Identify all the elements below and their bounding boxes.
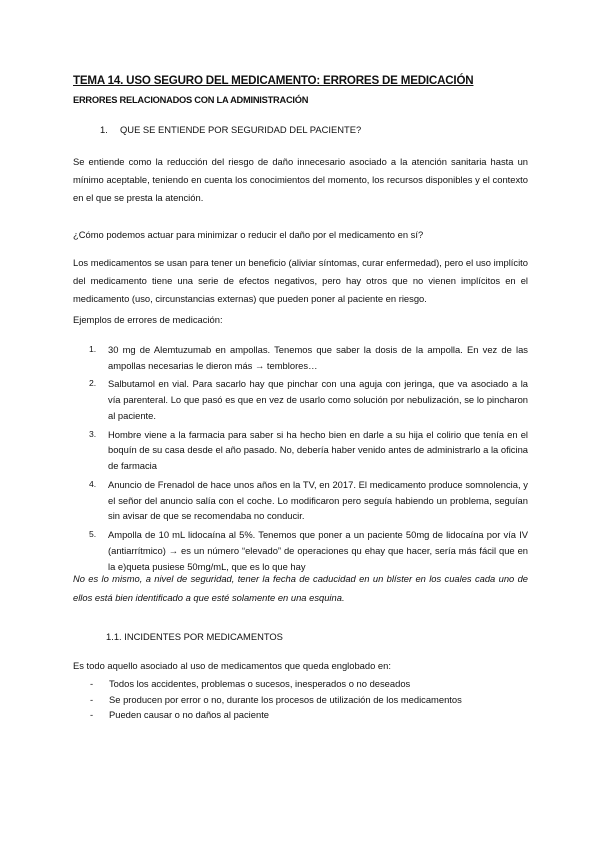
list-dash: - — [90, 709, 94, 721]
list-dash: - — [90, 678, 94, 689]
list-item-text: Hombre viene a la farmacia para saber si ha hecho bien en darle a su hija el colirio que tenía en el boquín de su casa desde el año pasado. No, debería haber venido antes de administrarlo a la oficina de farmacia — [108, 428, 528, 472]
list-item — [73, 342, 528, 374]
incidents-list — [73, 676, 462, 723]
list-item — [73, 676, 462, 692]
list-number: 2. — [89, 378, 97, 389]
section-heading-1-1: 1.1. INCIDENTES POR MEDICAMENTOS — [106, 631, 283, 642]
section-number: 1. — [100, 124, 108, 135]
question-line: ¿Cómo podemos actuar para minimizar o reducir el daño por el medicamento en sí? — [73, 229, 424, 240]
section-heading-text: QUE SE ENTIENDE POR SEGURIDAD DEL PACIENTE? — [120, 124, 362, 135]
list-item — [73, 692, 462, 708]
list-number: 1. — [89, 344, 97, 354]
list-dash: - — [90, 693, 94, 705]
list-item-text: Anuncio de Frenadol de hace unos años en la TV, en 2017. El medicamento produce somnolencia, y el señor del anuncio salía con el coche. Lo modificaron pero seguía habiendo un problema, seguían sin avisar de que se recomendaba no conducir. — [108, 478, 528, 522]
list-number: 4. — [89, 478, 97, 489]
list-item-text: Se producen por error o no, durante los procesos de utilización de los medicamentos — [109, 693, 462, 705]
list-item — [73, 527, 528, 574]
document-subtitle: ERRORES RELACIONADOS CON LA ADMINISTRACIÓN — [73, 95, 309, 105]
examples-list — [73, 342, 528, 577]
medicines-paragraph: Los medicamentos se usan para tener un beneficio (aliviar síntomas, curar enfermedad), pero el uso implícito del medicamento tiene una serie de efectos negativos, pero hay otros que no vienen implícitos en el medicamento (uso, circunstancias externas) que pueden poner al paciente en riesgo. — [73, 257, 528, 305]
incidents-intro: Es todo aquello asociado al uso de medicamentos que queda englobado en: — [73, 660, 391, 671]
list-number: 3. — [89, 428, 97, 439]
list-item — [73, 477, 528, 524]
section-heading-1 — [100, 124, 362, 135]
list-item-text: Ampolla de 10 mL lidocaína al 5%. Tenemos que poner a un paciente 50mg de lidocaína por vía IV (antiarrítmico) → es un número “elevado” de operaciones qu ehay que hacer, sería más fácil que en la e)queta pusiese 50mg/mL, que es lo que hay — [108, 528, 528, 572]
examples-heading: Ejemplos de errores de medicación: — [73, 314, 223, 325]
list-item-text: Pueden causar o no daños al paciente — [109, 709, 270, 721]
list-item — [73, 376, 528, 423]
definition-paragraph: Se entiende como la reducción del riesgo de daño innecesario asociado a la atención sanitaria hasta un mínimo aceptable, teniendo en cuenta los conocimientos del momento, los recursos disponibles y el contexto en el que se presta la atención. — [73, 156, 528, 204]
document-title: TEMA 14. USO SEGURO DEL MEDICAMENTO: ERRORES DE MEDICACIÓN — [73, 74, 474, 87]
list-number: 5. — [89, 528, 97, 539]
note-paragraph: No es lo mismo, a nivel de seguridad, tener la fecha de caducidad en un blíster en los cuales cada uno de ellos está bien identificado a que esté solamente en una esquina. — [73, 573, 528, 603]
list-item-text: Salbutamol en vial. Para sacarlo hay que pinchar con una aguja con jeringa, que va asociado a la vía parenteral. Lo que pasó es que en vez de usarlo como solución por nebulización, se lo pincharon al paciente. — [108, 378, 528, 421]
list-item — [73, 707, 462, 723]
list-item — [73, 427, 528, 474]
list-item-text: 30 mg de Alemtuzumab en ampollas. Tenemos que saber la dosis de la ampolla. En vez de las ampollas necesarias le dieron más → temblores… — [108, 344, 528, 371]
list-item-text: Todos los accidentes, problemas o sucesos, inesperados o no deseados — [109, 678, 411, 689]
